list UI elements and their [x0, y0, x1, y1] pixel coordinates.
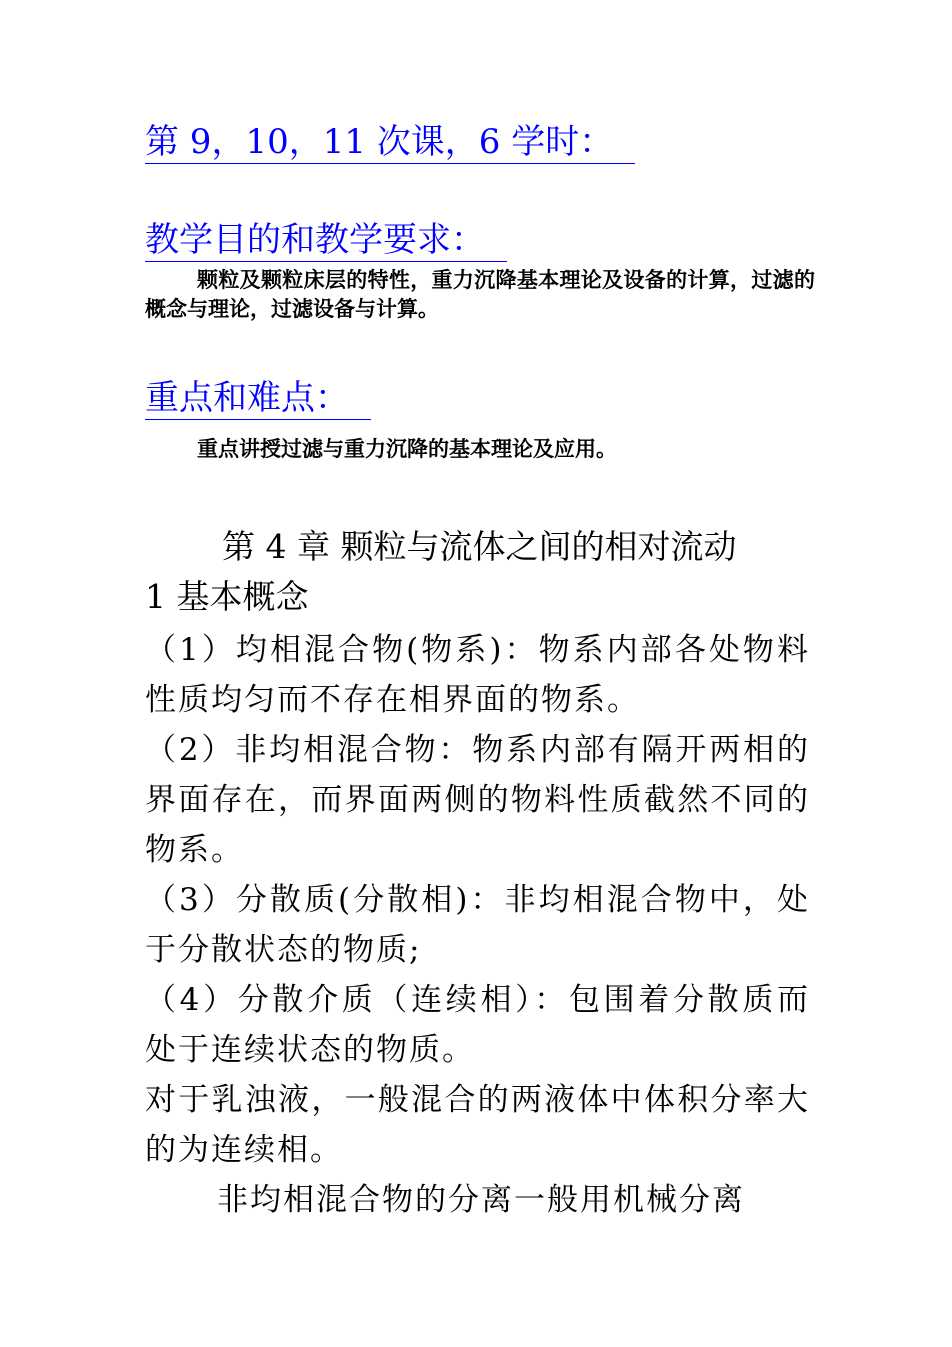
paragraph-separation: 非均相混合物的分离一般用机械分离	[217, 1182, 745, 1218]
paragraph-emulsion: 对于乳浊液，一般混合的两液体中体积分率大的为连续相。	[145, 1082, 810, 1168]
body-text	[145, 625, 810, 1225]
keypoints-heading-link[interactable]: 重点和难点：	[145, 378, 371, 420]
paragraph-homogeneous: （1）均相混合物(物系)：物系内部各处物料性质均匀而不存在相界面的物系。	[145, 632, 810, 718]
paragraph-heterogeneous: （2）非均相混合物：物系内部有隔开两相的界面存在，而界面两侧的物料性质截然不同的物系。	[145, 732, 810, 868]
keypoints-text: 重点讲授过滤与重力沉降的基本理论及应用。	[197, 436, 617, 461]
paragraph-dispersed-phase: （3）分散质(分散相)：非均相混合物中，处于分散状态的物质;	[145, 882, 810, 968]
section-title: 1 基本概念	[145, 577, 309, 616]
paragraph-continuous-phase: （4）分散介质（连续相）：包围着分散质而处于连续状态的物质。	[145, 982, 810, 1068]
chapter-title: 第 4 章 颗粒与流体之间的相对流动	[222, 527, 737, 566]
objectives-text: 颗粒及颗粒床层的特性，重力沉降基本理论及设备的计算，过滤的概念与理论，过滤设备与计算。	[145, 267, 815, 321]
objectives-heading-link[interactable]: 教学目的和教学要求：	[145, 220, 507, 262]
lesson-heading-link[interactable]: 第 9，10，11 次课，6 学时：	[145, 122, 635, 164]
